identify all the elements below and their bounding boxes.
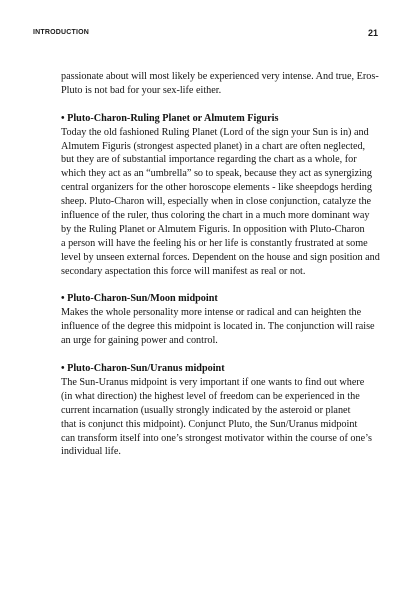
section-ruling-planet [61, 112, 381, 279]
running-head: INTRODUCTION [33, 29, 90, 36]
page-header [33, 29, 378, 41]
section-heading: • Pluto-Charon-Ruling Planet or Almutem Figuris [61, 112, 279, 124]
section-paragraph: The Sun-Uranus midpoint is very important if one wants to find out where (in what direction) the highest level of freedom can be experienced in the current incarnation (usually strongly indicated by the asteroid or planet that is conjunct this midpoint). Conjunct Pluto, the Sun/Uranus midpoint can transform itself into one’s strongest motivator within the course of one’s individual life. [61, 376, 372, 458]
section-heading: • Pluto-Charon-Sun/Uranus midpoint [61, 362, 225, 374]
section-sun-uranus [61, 362, 381, 459]
page-number: 21 [367, 28, 378, 38]
section-paragraph: Makes the whole personality more intense or radical and can heighten the influence of the degree this midpoint is located in. The conjunction will raise an urge for gaining power and control. [61, 307, 375, 347]
intro-paragraph: passionate about will most likely be experienced very intense. And true, Eros- Pluto is not bad for your sex-life either. [61, 71, 379, 96]
body-text [61, 70, 381, 459]
section-heading: • Pluto-Charon-Sun/Moon midpoint [61, 293, 218, 305]
section-sun-moon [61, 292, 381, 348]
section-paragraph: Today the old fashioned Ruling Planet (Lord of the sign your Sun is in) and Almutem Figuris (strongest aspected planet) in a chart are often neglected, but they are of substantial importance regarding the chart as a whole, for which they act as an “umbrella” so to speak, because they act as synergizing central organizers for the other horoscope elements - like sheepdogs herding sheep. Pluto-Charon will, especially when in close conjunction, catalyze the influence of the ruler, thus coloring the chart in a much more dominant way by the Ruling Planet or Almutem Figuris. In opposition with Pluto-Charon a person will have the feeling his or her life is constantly frustrated at some level by unseen external forces. Dependent on the house and sign position and secondary aspectation this force will manifest as real or not. [61, 126, 380, 277]
